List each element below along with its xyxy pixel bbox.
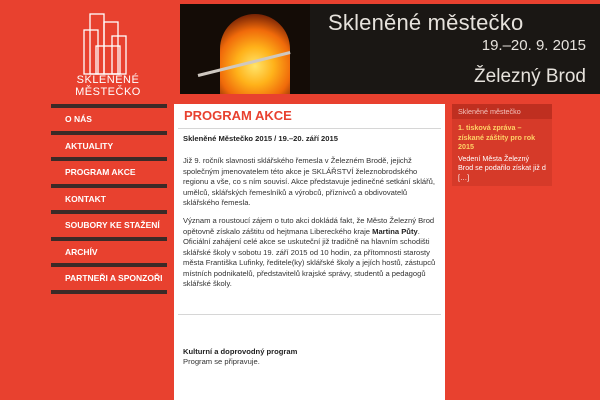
logo-text-line2: MĚSTEČKO xyxy=(75,86,141,98)
banner-city: Železný Brod xyxy=(474,66,586,87)
sidebar-heading: Skleněné městečko xyxy=(452,104,552,119)
banner-dates: 19.–20. 9. 2015 xyxy=(481,37,586,54)
nav-item-o-nas[interactable]: O NÁS xyxy=(65,114,92,124)
nav-item-aktuality[interactable]: AKTUALITY xyxy=(65,140,114,151)
nav-divider xyxy=(51,290,167,294)
news-excerpt: Vedení Města Železný Brod se podařilo získat již d […] xyxy=(458,153,546,182)
title-divider xyxy=(178,128,441,129)
nav-item-soubory[interactable]: SOUBORY KE STAŽENÍ xyxy=(65,220,160,230)
header-banner xyxy=(180,4,600,94)
patronage-paragraph xyxy=(183,216,438,290)
page-title: PROGRAM AKCE xyxy=(184,108,292,123)
logo[interactable] xyxy=(58,10,158,98)
news-link[interactable]: 1. tisková zpráva – získané záštity pro rok 2015 xyxy=(458,123,536,151)
main-content xyxy=(174,104,445,400)
culture-text: Program se připravuje. xyxy=(183,357,260,366)
nav-item-partneri[interactable]: PARTNEŘI A SPONZOŘI xyxy=(65,273,163,283)
logo-text-line1: SKLENĚNÉ xyxy=(76,74,140,86)
intro-paragraph: Již 9. ročník slavnosti sklářského řemesla v Železném Brodě, jejichž společným jmenovatelem této akce je SKLÁŘSTVÍ železnobrodského regionu a vše, co s ním souvisí. Akce představuje jedinečné setkání sklářů, umělců, sklářských řemeslníků a výrobců, příznivců a obdivovatelů sklářského řemesla. xyxy=(183,156,435,207)
nav-item-archiv[interactable]: ARCHÍV xyxy=(65,246,98,257)
glass-furnace-photo xyxy=(180,4,310,94)
sidebar-news xyxy=(452,104,552,186)
nav-item-kontakt[interactable]: KONTAKT xyxy=(65,193,106,204)
culture-heading: Kulturní a doprovodný program xyxy=(183,347,298,356)
banner-title: Skleněné městečko xyxy=(328,10,524,35)
opening-text: . Oficiální zahájení celé akce se uskuteční již tradičně na hlavním schodišti sklářské školy v sobotu 19. září 2015 od 10 hodin, za přítomnosti starosty města Františka Lufinky, ředitele(ky) sklářské školy a jejích hostů, zástupců místních podnikatelů, představitelů krajské správy, studentů a pedagogů sklářské školy. xyxy=(183,226,436,288)
main-navigation xyxy=(51,104,167,294)
patronage-text: Význam a roustoucí zájem o tuto akci dokládá fakt, že Město Železný Brod opětovně získalo záštitu od hejtmana Libereckého kraje xyxy=(183,216,435,236)
logo-mark xyxy=(82,12,134,76)
patron-name: Martina Půty xyxy=(372,226,418,236)
nav-item-program-akce[interactable]: PROGRAM AKCE xyxy=(65,167,136,177)
event-subtitle: Skleněné Městečko 2015 / 19.–20. září 2015 xyxy=(183,134,338,143)
section-divider xyxy=(178,314,441,315)
